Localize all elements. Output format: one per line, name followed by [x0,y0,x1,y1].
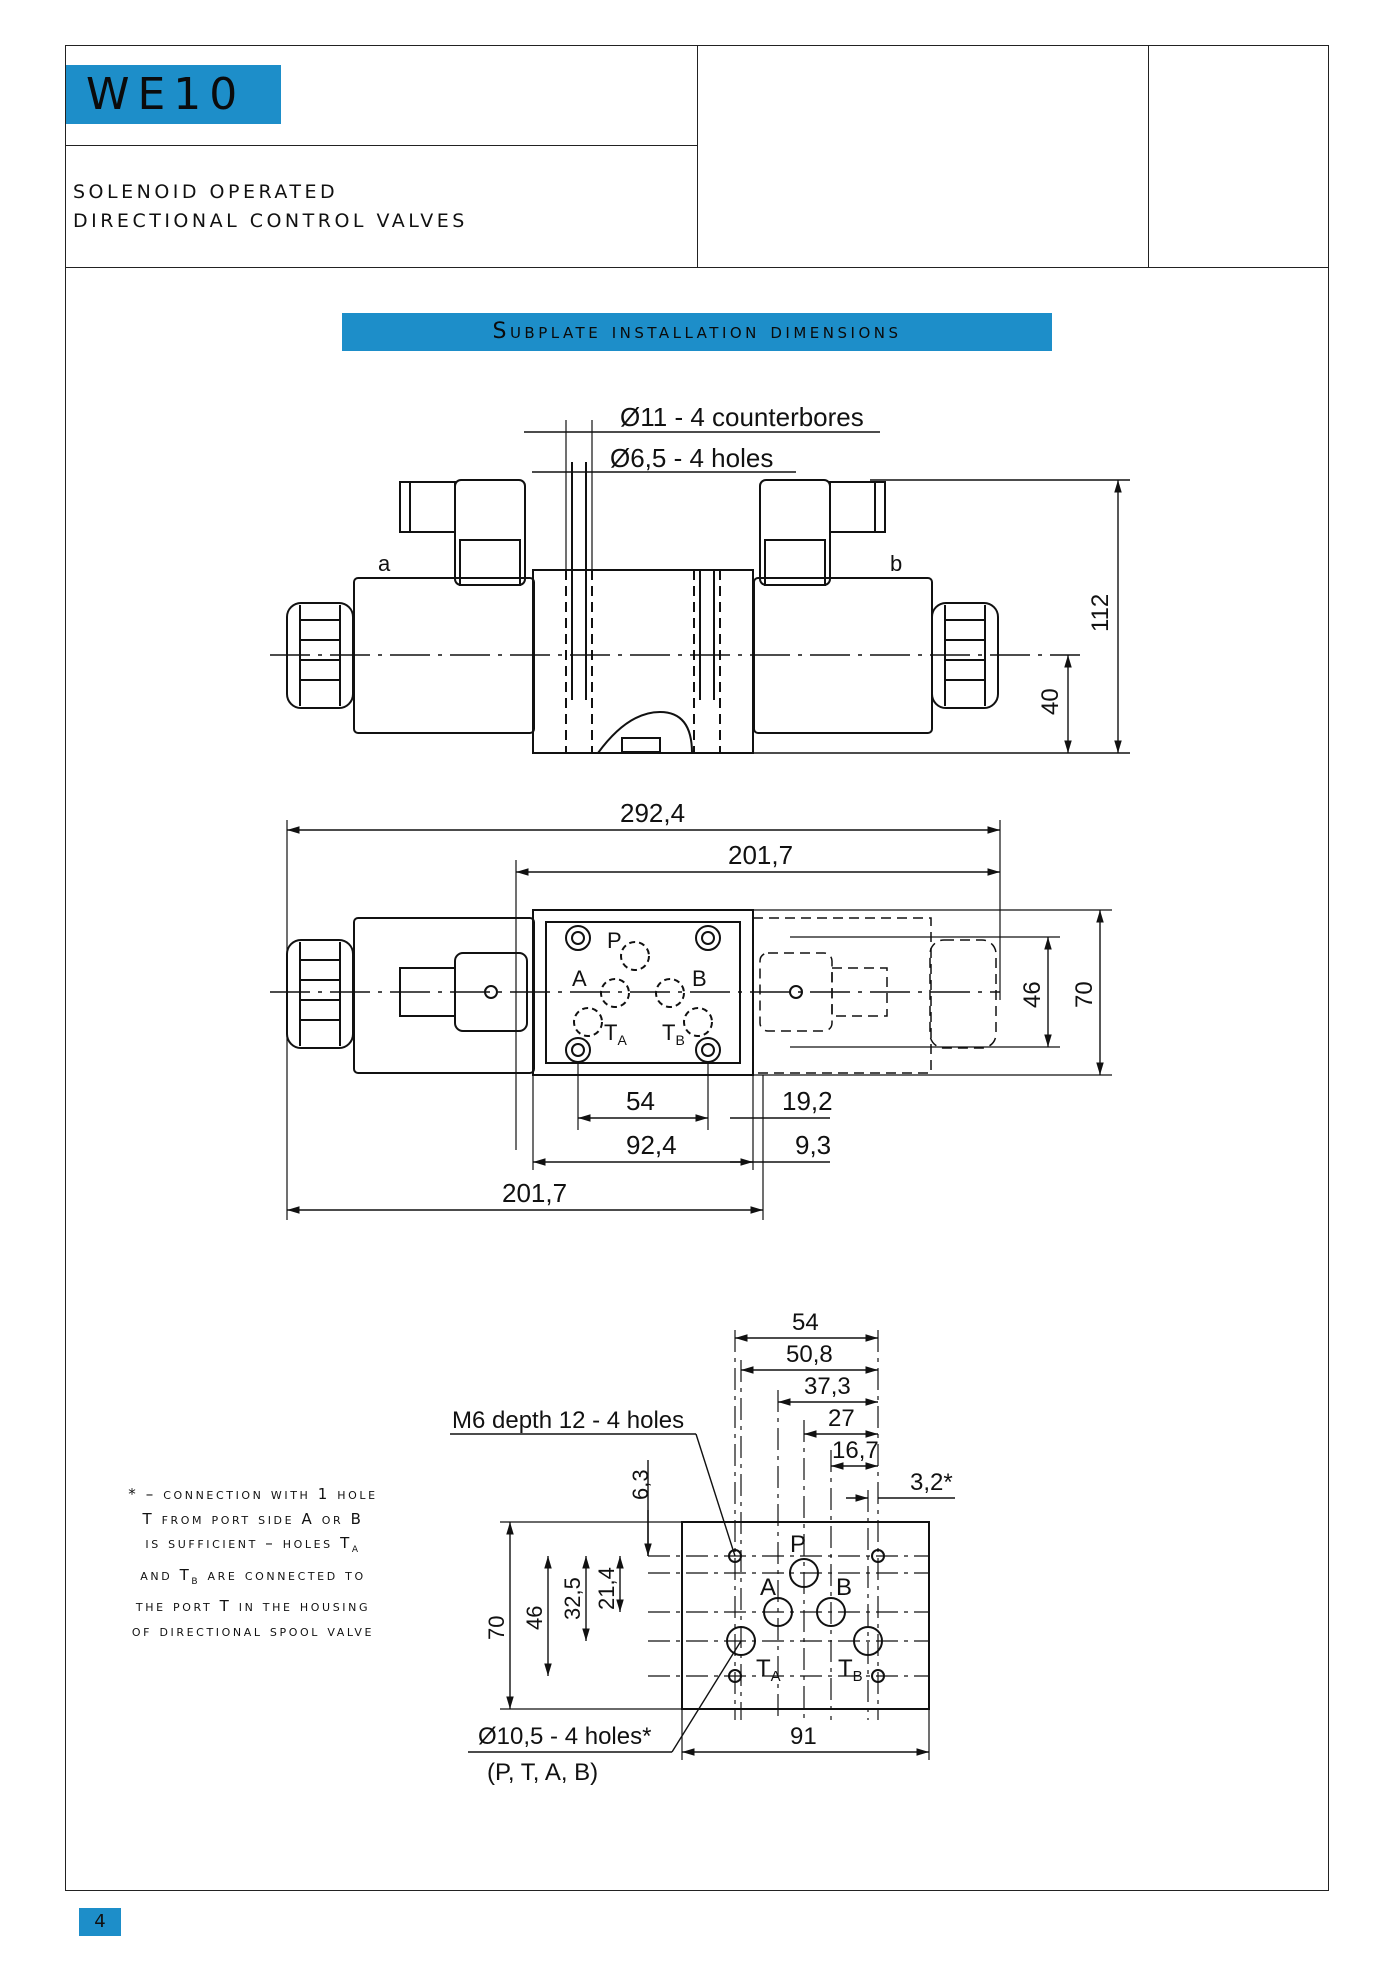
sub-dim-27: 27 [828,1405,855,1432]
coil-label-b: b [890,551,903,576]
note-line-1: * – connection with 1 hole [128,1485,378,1503]
sub-dim-6-3: 6,3 [628,1469,653,1500]
dim-9-3: 9,3 [795,1130,832,1160]
dim-19-2: 19,2 [782,1086,833,1116]
dim-right-201-7: 201,7 [728,840,794,870]
holes-label: Ø6,5 - 4 holes [610,443,774,473]
note-line-3: is sufficient – holes $T_A$ [145,1534,361,1555]
sub-dim-32-5: 32,5 [560,1577,585,1620]
connection-note [78,1482,428,1643]
sub-dim-37-3: 37,3 [804,1373,851,1400]
dim-height-112: 112 [1087,593,1114,632]
note-line-2: T from port side A or B [142,1509,364,1528]
coil-label-a: a [378,551,391,576]
page-number: 4 [79,1908,121,1936]
port-label-tb: $T_B$ [662,1020,685,1048]
dim-92-4: 92,4 [626,1130,677,1160]
port-holes-label: Ø10,5 - 4 holes* [478,1723,652,1750]
sub-port-b: B [836,1574,853,1601]
counterbores-label: Ø11 - 4 counterbores [620,402,864,432]
dim-54: 54 [626,1086,655,1116]
port-label-a: A [572,966,587,991]
dim-70-top: 70 [1071,981,1098,1008]
m6-holes-label: M6 depth 12 - 4 holes [452,1407,685,1434]
subtitle-line-2: DIRECTIONAL CONTROL VALVES [73,210,468,232]
dim-axis-40: 40 [1037,688,1064,715]
sub-dim-3-2: 3,2* [910,1469,953,1496]
subplate-view [450,1330,955,1760]
sub-dim-16-7: 16,7 [832,1437,879,1464]
note-line-5: the port T in the housing [135,1597,371,1615]
top-view [270,820,1112,1220]
sub-dim-50-8: 50,8 [786,1341,833,1368]
port-holes-sublabel: (P, T, A, B) [487,1759,599,1786]
sub-port-ta: $T_A$ [756,1655,781,1685]
sub-dim-21-4: 21,4 [594,1567,619,1610]
sub-port-a: A [760,1574,777,1601]
sub-dim-46: 46 [522,1605,547,1630]
dim-left-201-7: 201,7 [502,1178,568,1208]
sub-dim-54: 54 [792,1309,819,1336]
model-badge: WE10 [66,65,281,124]
port-label-ta: $T_A$ [604,1020,627,1048]
dim-46-top: 46 [1019,981,1046,1008]
port-label-b: B [692,966,707,991]
sub-port-p: P [790,1531,807,1558]
sub-port-tb: $T_B$ [838,1655,863,1685]
sub-dim-70: 70 [484,1615,509,1640]
note-line-4: and $T_B$ are connected to [140,1565,366,1587]
port-label-p: P [607,928,622,953]
sub-dim-91: 91 [790,1723,817,1750]
note-line-6: of directional spool valve [131,1621,375,1640]
section-title: Subplate installation dimensions [342,313,1052,351]
dim-total-292-4: 292,4 [620,798,686,828]
subtitle-line-1: SOLENOID OPERATED [73,181,339,203]
